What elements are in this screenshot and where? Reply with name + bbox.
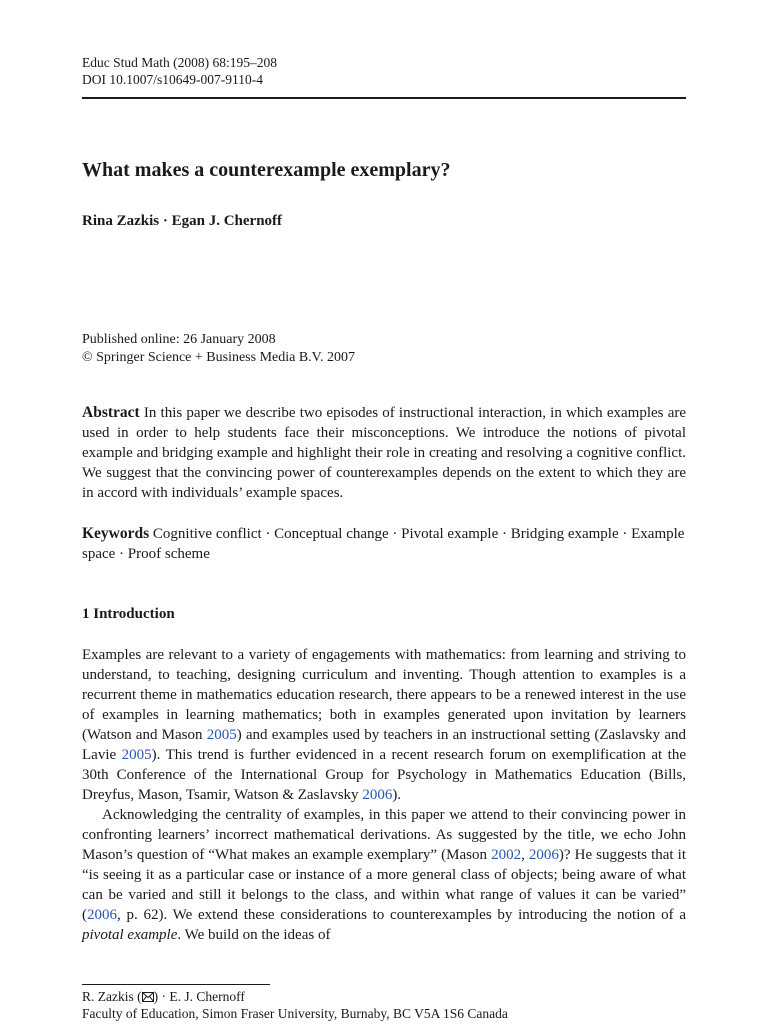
- emphasis-term: pivotal example: [82, 927, 178, 943]
- author-footnote: [82, 988, 508, 1022]
- citation-link[interactable]: 2002: [491, 847, 522, 863]
- paragraph-text: ) and examples used by teachers in an instructional setting (Zaslavsky and Lavie: [82, 727, 686, 763]
- keywords: [82, 524, 686, 564]
- abstract: [82, 403, 686, 503]
- published-online: Published online: 26 January 2008: [82, 332, 276, 347]
- journal-header: [82, 54, 277, 88]
- abstract-label: Abstract: [82, 404, 140, 421]
- paragraph-2: [82, 805, 686, 945]
- citation-link[interactable]: 2006: [87, 907, 117, 923]
- introduction-body: [82, 645, 686, 945]
- envelope-icon[interactable]: [142, 992, 154, 1002]
- paragraph-1: [82, 647, 686, 803]
- citation-link[interactable]: 2005: [206, 727, 237, 743]
- citation-link[interactable]: 2005: [121, 747, 152, 763]
- citation-link[interactable]: 2006: [528, 847, 559, 863]
- paragraph-text: Examples are relevant to a variety of engagements with mathematics: from learning and striving to understand, to teaching, designing curriculum and inventing. Though attention to examples is a recurrent theme in mathematics education research, there appears to be a renewed interest in the use of examples in learning mathematics; both in examples generated upon invitation by learners (Watson and Mason: [82, 647, 686, 743]
- doi-line: DOI 10.1007/s10649-007-9110-4: [82, 72, 263, 87]
- paragraph-text: ).: [392, 787, 402, 803]
- section-heading: 1 Introduction: [82, 606, 175, 622]
- footnote-text: ) · E. J. Chernoff: [153, 989, 245, 1004]
- paragraph-text: Acknowledging the centrality of examples, in this paper we attend to their convincing power in confronting learners’ incorrect mathematical derivations. As suggested by the title, we echo John Mason’s question of “What makes an example exemplary” (Mason: [82, 807, 686, 863]
- paper-authors: Rina Zazkis · Egan J. Chernoff: [82, 213, 283, 229]
- paragraph-text: )? He suggests that it “is seeing it as a particular case or instance of a more general class of objects; being aware of what can be varied and still it belongs to the class, and within what range of values it can be varied” (: [82, 847, 686, 923]
- footnote-text: R. Zazkis (: [82, 989, 142, 1004]
- paragraph-text: ,: [521, 847, 529, 863]
- keywords-label: Keywords: [82, 525, 150, 542]
- footnote-affiliation: Faculty of Education, Simon Fraser University, Burnaby, BC V5A 1S6 Canada: [82, 1006, 508, 1021]
- paragraph-text: , p. 62). We extend these considerations to counterexamples by introducing the notion of a: [117, 907, 686, 923]
- footnote-authors: [82, 988, 508, 1005]
- abstract-text: In this paper we describe two episodes of instructional interaction, in which examples are used in order to help students face their misconceptions. We introduce the notions of pivotal example and bridging example and highlight their role in creating and resolving a cognitive conflict. We suggest that the convincing power of counterexamples depends on the extent to which they are in accord with individuals’ example spaces.: [82, 405, 687, 501]
- journal-citation: Educ Stud Math (2008) 68:195–208: [82, 55, 277, 70]
- keywords-text: Cognitive conflict · Conceptual change · Pivotal example · Bridging example · Example space · Proof scheme: [82, 526, 685, 562]
- paragraph-text: . We build on the ideas of: [177, 927, 331, 943]
- citation-link[interactable]: 2006: [362, 787, 393, 803]
- copyright-line: © Springer Science + Business Media B.V. 2007: [82, 350, 355, 365]
- paragraph-text: ). This trend is further evidenced in a recent research forum on exemplification at the 30th Conference of the International Group for Psychology in Mathematics Education (Bills, Dreyfus, Mason, Tsamir, Watson & Zaslavsky: [82, 747, 686, 803]
- footnote-rule: [82, 984, 270, 985]
- header-rule: [82, 97, 686, 99]
- paper-title: What makes a counterexample exemplary?: [82, 159, 451, 181]
- publication-info: [82, 331, 355, 367]
